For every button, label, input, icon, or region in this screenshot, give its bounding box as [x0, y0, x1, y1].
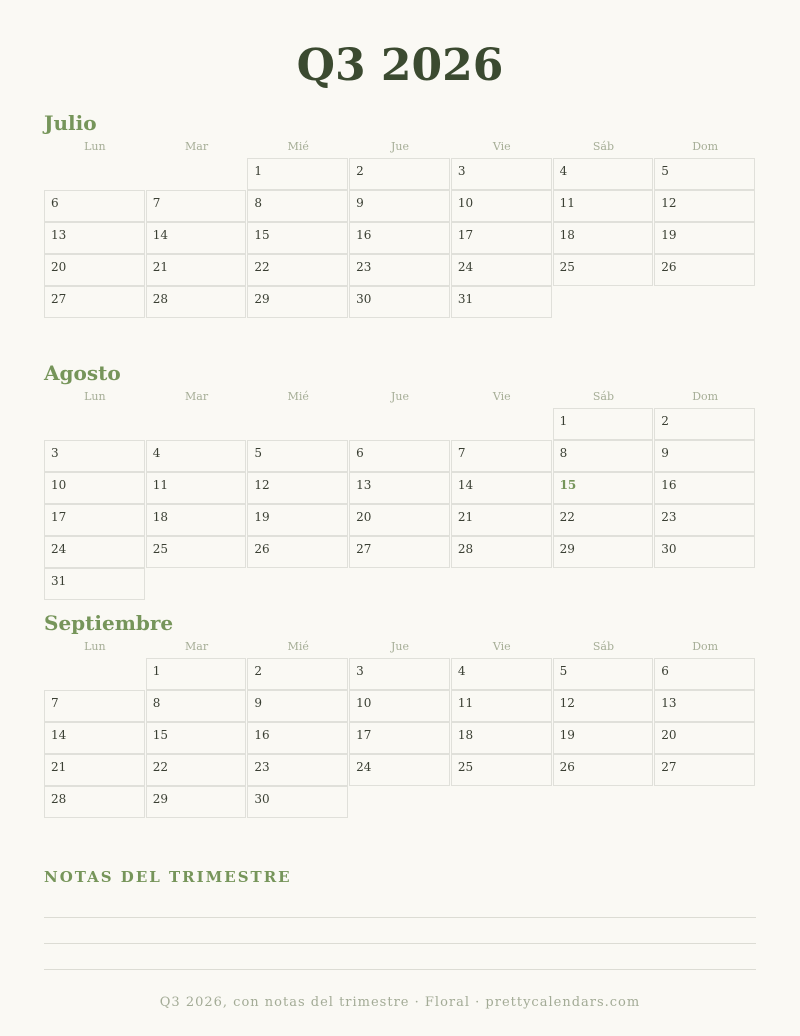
day-cell: 15	[247, 222, 348, 254]
note-line	[44, 943, 756, 944]
empty-cell	[146, 408, 247, 440]
day-cell: 19	[247, 504, 348, 536]
day-cell: 25	[146, 536, 247, 568]
day-cell: 16	[654, 472, 755, 504]
day-cell: 6	[44, 190, 145, 222]
empty-cell	[44, 158, 145, 190]
day-cell: 22	[146, 754, 247, 786]
day-cell: 14	[44, 722, 145, 754]
day-cell: 27	[44, 286, 145, 318]
day-cell: 13	[349, 472, 450, 504]
day-cell: 10	[44, 472, 145, 504]
weekday-label: Dom	[692, 390, 719, 403]
month-name: Agosto	[44, 361, 121, 385]
day-cell: 9	[247, 690, 348, 722]
day-cell: 10	[349, 690, 450, 722]
day-cell: 19	[553, 722, 654, 754]
day-cell: 29	[553, 536, 654, 568]
weekday-label: Mar	[185, 640, 209, 653]
day-cell: 11	[451, 690, 552, 722]
day-cell: 28	[44, 786, 145, 818]
footer: Q3 2026, con notas del trimestre · Floral · prettycalendars.com	[159, 995, 641, 1010]
day-cell: 15	[146, 722, 247, 754]
day-cell: 6	[349, 440, 450, 472]
day-cell: 11	[553, 190, 654, 222]
day-cell: 17	[44, 504, 145, 536]
day-cell: 7	[146, 190, 247, 222]
month-name: Julio	[44, 111, 97, 135]
day-cell: 27	[349, 536, 450, 568]
day-cell: 17	[349, 722, 450, 754]
day-cell: 13	[44, 222, 145, 254]
day-cell: 2	[654, 408, 755, 440]
weekday-label: Mar	[185, 390, 209, 403]
weekday-label: Dom	[692, 140, 719, 153]
day-cell: 1	[553, 408, 654, 440]
day-cell: 16	[247, 722, 348, 754]
empty-cell	[44, 408, 145, 440]
weekday-label: Vie	[492, 640, 511, 653]
day-grid	[44, 408, 756, 600]
day-cell: 9	[654, 440, 755, 472]
day-cell: 28	[146, 286, 247, 318]
day-cell: 11	[146, 472, 247, 504]
empty-cell	[44, 658, 145, 690]
day-cell: 26	[654, 254, 755, 286]
day-cell: 18	[451, 722, 552, 754]
day-cell: 2	[247, 658, 348, 690]
day-cell: 9	[349, 190, 450, 222]
day-cell: 23	[349, 254, 450, 286]
day-cell: 20	[654, 722, 755, 754]
weekday-label: Mié	[287, 390, 309, 403]
empty-cell	[146, 158, 247, 190]
weekday-label: Vie	[492, 390, 511, 403]
day-cell: 28	[451, 536, 552, 568]
day-cell: 24	[44, 536, 145, 568]
day-cell: 8	[247, 190, 348, 222]
day-cell: 30	[349, 286, 450, 318]
weekday-label: Jue	[390, 140, 409, 153]
weekday-header	[44, 386, 756, 408]
day-cell: 21	[146, 254, 247, 286]
day-cell: 14	[451, 472, 552, 504]
day-cell: 12	[654, 190, 755, 222]
day-cell: 2	[349, 158, 450, 190]
day-cell: 31	[44, 568, 145, 600]
day-cell: 26	[247, 536, 348, 568]
day-cell: 5	[553, 658, 654, 690]
weekday-label: Sáb	[592, 640, 614, 653]
day-cell: 30	[654, 536, 755, 568]
day-cell: 4	[553, 158, 654, 190]
day-cell: 13	[654, 690, 755, 722]
note-line	[44, 969, 756, 970]
day-cell: 25	[451, 754, 552, 786]
day-cell: 5	[654, 158, 755, 190]
day-cell: 14	[146, 222, 247, 254]
day-cell: 12	[247, 472, 348, 504]
weekday-label: Sáb	[592, 390, 614, 403]
day-cell: 22	[553, 504, 654, 536]
day-cell: 5	[247, 440, 348, 472]
day-cell-highlighted: 15	[553, 472, 654, 504]
day-cell: 27	[654, 754, 755, 786]
day-cell: 3	[44, 440, 145, 472]
day-cell: 18	[146, 504, 247, 536]
day-cell: 7	[451, 440, 552, 472]
day-cell: 1	[247, 158, 348, 190]
day-cell: 1	[146, 658, 247, 690]
day-cell: 4	[146, 440, 247, 472]
day-cell: 22	[247, 254, 348, 286]
weekday-label: Vie	[492, 140, 511, 153]
day-cell: 31	[451, 286, 552, 318]
empty-cell	[247, 408, 348, 440]
month-july	[44, 110, 756, 318]
day-cell: 26	[553, 754, 654, 786]
weekday-label: Sáb	[592, 140, 614, 153]
month-august	[44, 360, 756, 600]
day-grid	[44, 158, 756, 318]
day-cell: 29	[146, 786, 247, 818]
day-cell: 29	[247, 286, 348, 318]
page-title: Q3 2026	[296, 40, 504, 91]
day-cell: 20	[44, 254, 145, 286]
day-cell: 21	[451, 504, 552, 536]
day-cell: 3	[451, 158, 552, 190]
weekday-label: Mar	[185, 140, 209, 153]
day-grid	[44, 658, 756, 818]
empty-cell	[451, 408, 552, 440]
weekday-label: Dom	[692, 640, 719, 653]
weekday-label: Mié	[287, 140, 309, 153]
day-cell: 12	[553, 690, 654, 722]
weekday-label: Lun	[84, 140, 106, 153]
weekday-header	[44, 136, 756, 158]
day-cell: 24	[451, 254, 552, 286]
day-cell: 6	[654, 658, 755, 690]
notes-title: NOTAS DEL TRIMESTRE	[44, 868, 292, 886]
day-cell: 10	[451, 190, 552, 222]
day-cell: 17	[451, 222, 552, 254]
weekday-header	[44, 636, 756, 658]
day-cell: 3	[349, 658, 450, 690]
day-cell: 30	[247, 786, 348, 818]
day-cell: 19	[654, 222, 755, 254]
day-cell: 8	[146, 690, 247, 722]
weekday-label: Jue	[390, 640, 409, 653]
weekday-label: Lun	[84, 640, 106, 653]
day-cell: 7	[44, 690, 145, 722]
day-cell: 4	[451, 658, 552, 690]
weekday-label: Lun	[84, 390, 106, 403]
day-cell: 8	[553, 440, 654, 472]
month-name: Septiembre	[44, 611, 174, 635]
day-cell: 23	[247, 754, 348, 786]
day-cell: 16	[349, 222, 450, 254]
day-cell: 20	[349, 504, 450, 536]
empty-cell	[349, 408, 450, 440]
day-cell: 25	[553, 254, 654, 286]
day-cell: 18	[553, 222, 654, 254]
month-september	[44, 610, 756, 818]
day-cell: 23	[654, 504, 755, 536]
weekday-label: Jue	[390, 390, 409, 403]
weekday-label: Mié	[287, 640, 309, 653]
note-line	[44, 917, 756, 918]
day-cell: 24	[349, 754, 450, 786]
day-cell: 21	[44, 754, 145, 786]
